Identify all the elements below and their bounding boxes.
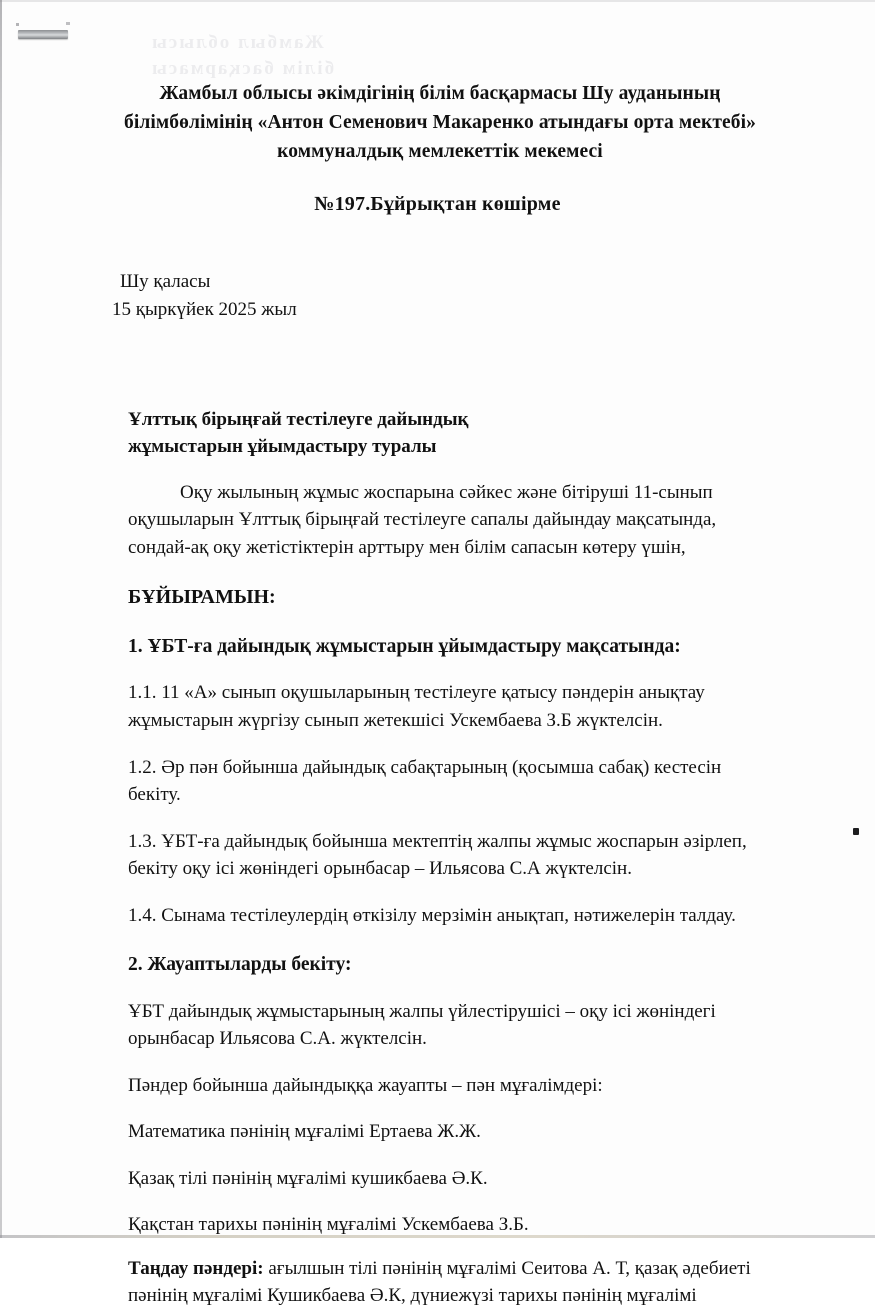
header-line-1: Жамбыл облысы әкімдігінің білім басқармасы Шу ауданының	[159, 83, 721, 104]
clause-1-1: 1.1. 11 «А» сынып оқушыларының тестілеуге қатысу пәндерін анықтау жұмыстарын жүргізу сынып жетекшісі Ускембаева З.Б жүктелсін.	[128, 682, 705, 731]
order-number-title: №197.Бұйрықтан көшірме	[314, 192, 561, 215]
clause-1-4: 1.4. Сынама тестілеулердің өткізілу мерзімін анықтап, нәтижелерін талдау.	[128, 904, 736, 926]
section-1-heading: 1. ҰБТ-ға дайындық жұмыстарын ұйымдастыру мақсатында:	[128, 636, 681, 658]
teacher-kazakh-history: Қақстан тарихы пәнінің мұғалімі Ускембаева З.Б.	[128, 1214, 529, 1236]
place-and-date-block	[0, 268, 875, 325]
header-line-3: коммуналдық мемлекеттік мекемесі	[277, 140, 603, 162]
clause-2-coordinator: ҰБТ дайындық жұмыстарының жалпы үйлестірушісі – оқу ісі жөніндегі орынбасар Ильясова С.А. жүктелсін.	[128, 1000, 716, 1050]
teacher-kazakh-language: Қазақ тілі пәнінің мұғалімі кушикбаева Ә.К.	[128, 1167, 488, 1189]
clause-1-3: 1.3. ҰБТ-ға дайындық бойынша мектептің жалпы жұмыс жоспарын әзірлеп, бекіту оқу ісі жөніндегі орынбасар – Ильясова С.А жүктелсін.	[128, 830, 747, 880]
document-subject	[0, 407, 875, 461]
subject-line-1: Ұлттық бірыңғай тестілеуге дайындық	[128, 408, 469, 430]
header-line-2: білімбөлімінің «Антон Семенович Макаренко атындағы орта мектебі»	[124, 111, 756, 133]
reverse-side-showthrough: Жамбыл облысы	[150, 32, 324, 53]
place-text: Шу қаласы	[120, 270, 211, 292]
subject-line-2: жұмыстарын ұйымдастыру туралы	[128, 435, 437, 457]
teacher-math: Математика пәнінің мұғалімі Ертаева Ж.Ж.	[128, 1121, 481, 1143]
date-text: 15 қыркүйек 2025 жыл	[112, 299, 297, 321]
clause-2-responsible-intro: Пәндер бойынша дайындыққа жауапты – пән мұғалімдері:	[128, 1074, 603, 1096]
elective-subjects-text: ағылшын тілі пәнінің мұғалімі Сеитова А. Т, қазақ әдебиеті пәнінің мұғалімі Кушикбаева Ә.К, дүниежүзі тарихы пәнінің мұғалімі	[128, 1257, 751, 1307]
preamble-paragraph: Оқу жылының жұмыс жоспарына сәйкес және бітіруші 11-сынып оқушыларын Ұлттық бірыңғай тестілеуге сапалы дайындау мақсатында, сондай-ақ оқу жетістіктерін арттыру мен білім сапасын көтеру үшін,	[128, 481, 717, 558]
order-verb-heading: БҰЙЫРАМЫН:	[128, 586, 276, 609]
clause-1-2: 1.2. Әр пән бойынша дайындық сабақтарының (қосымша сабақ) кестесін бекіту.	[128, 756, 722, 806]
elective-subjects-label: Таңдау пәндері:	[128, 1257, 264, 1279]
document-header	[0, 0, 875, 167]
elective-subjects-paragraph	[0, 1255, 875, 1310]
section-2-heading: 2. Жауаптыларды бекіту:	[128, 954, 352, 976]
reverse-side-showthrough: білім басқармасы	[150, 58, 335, 79]
